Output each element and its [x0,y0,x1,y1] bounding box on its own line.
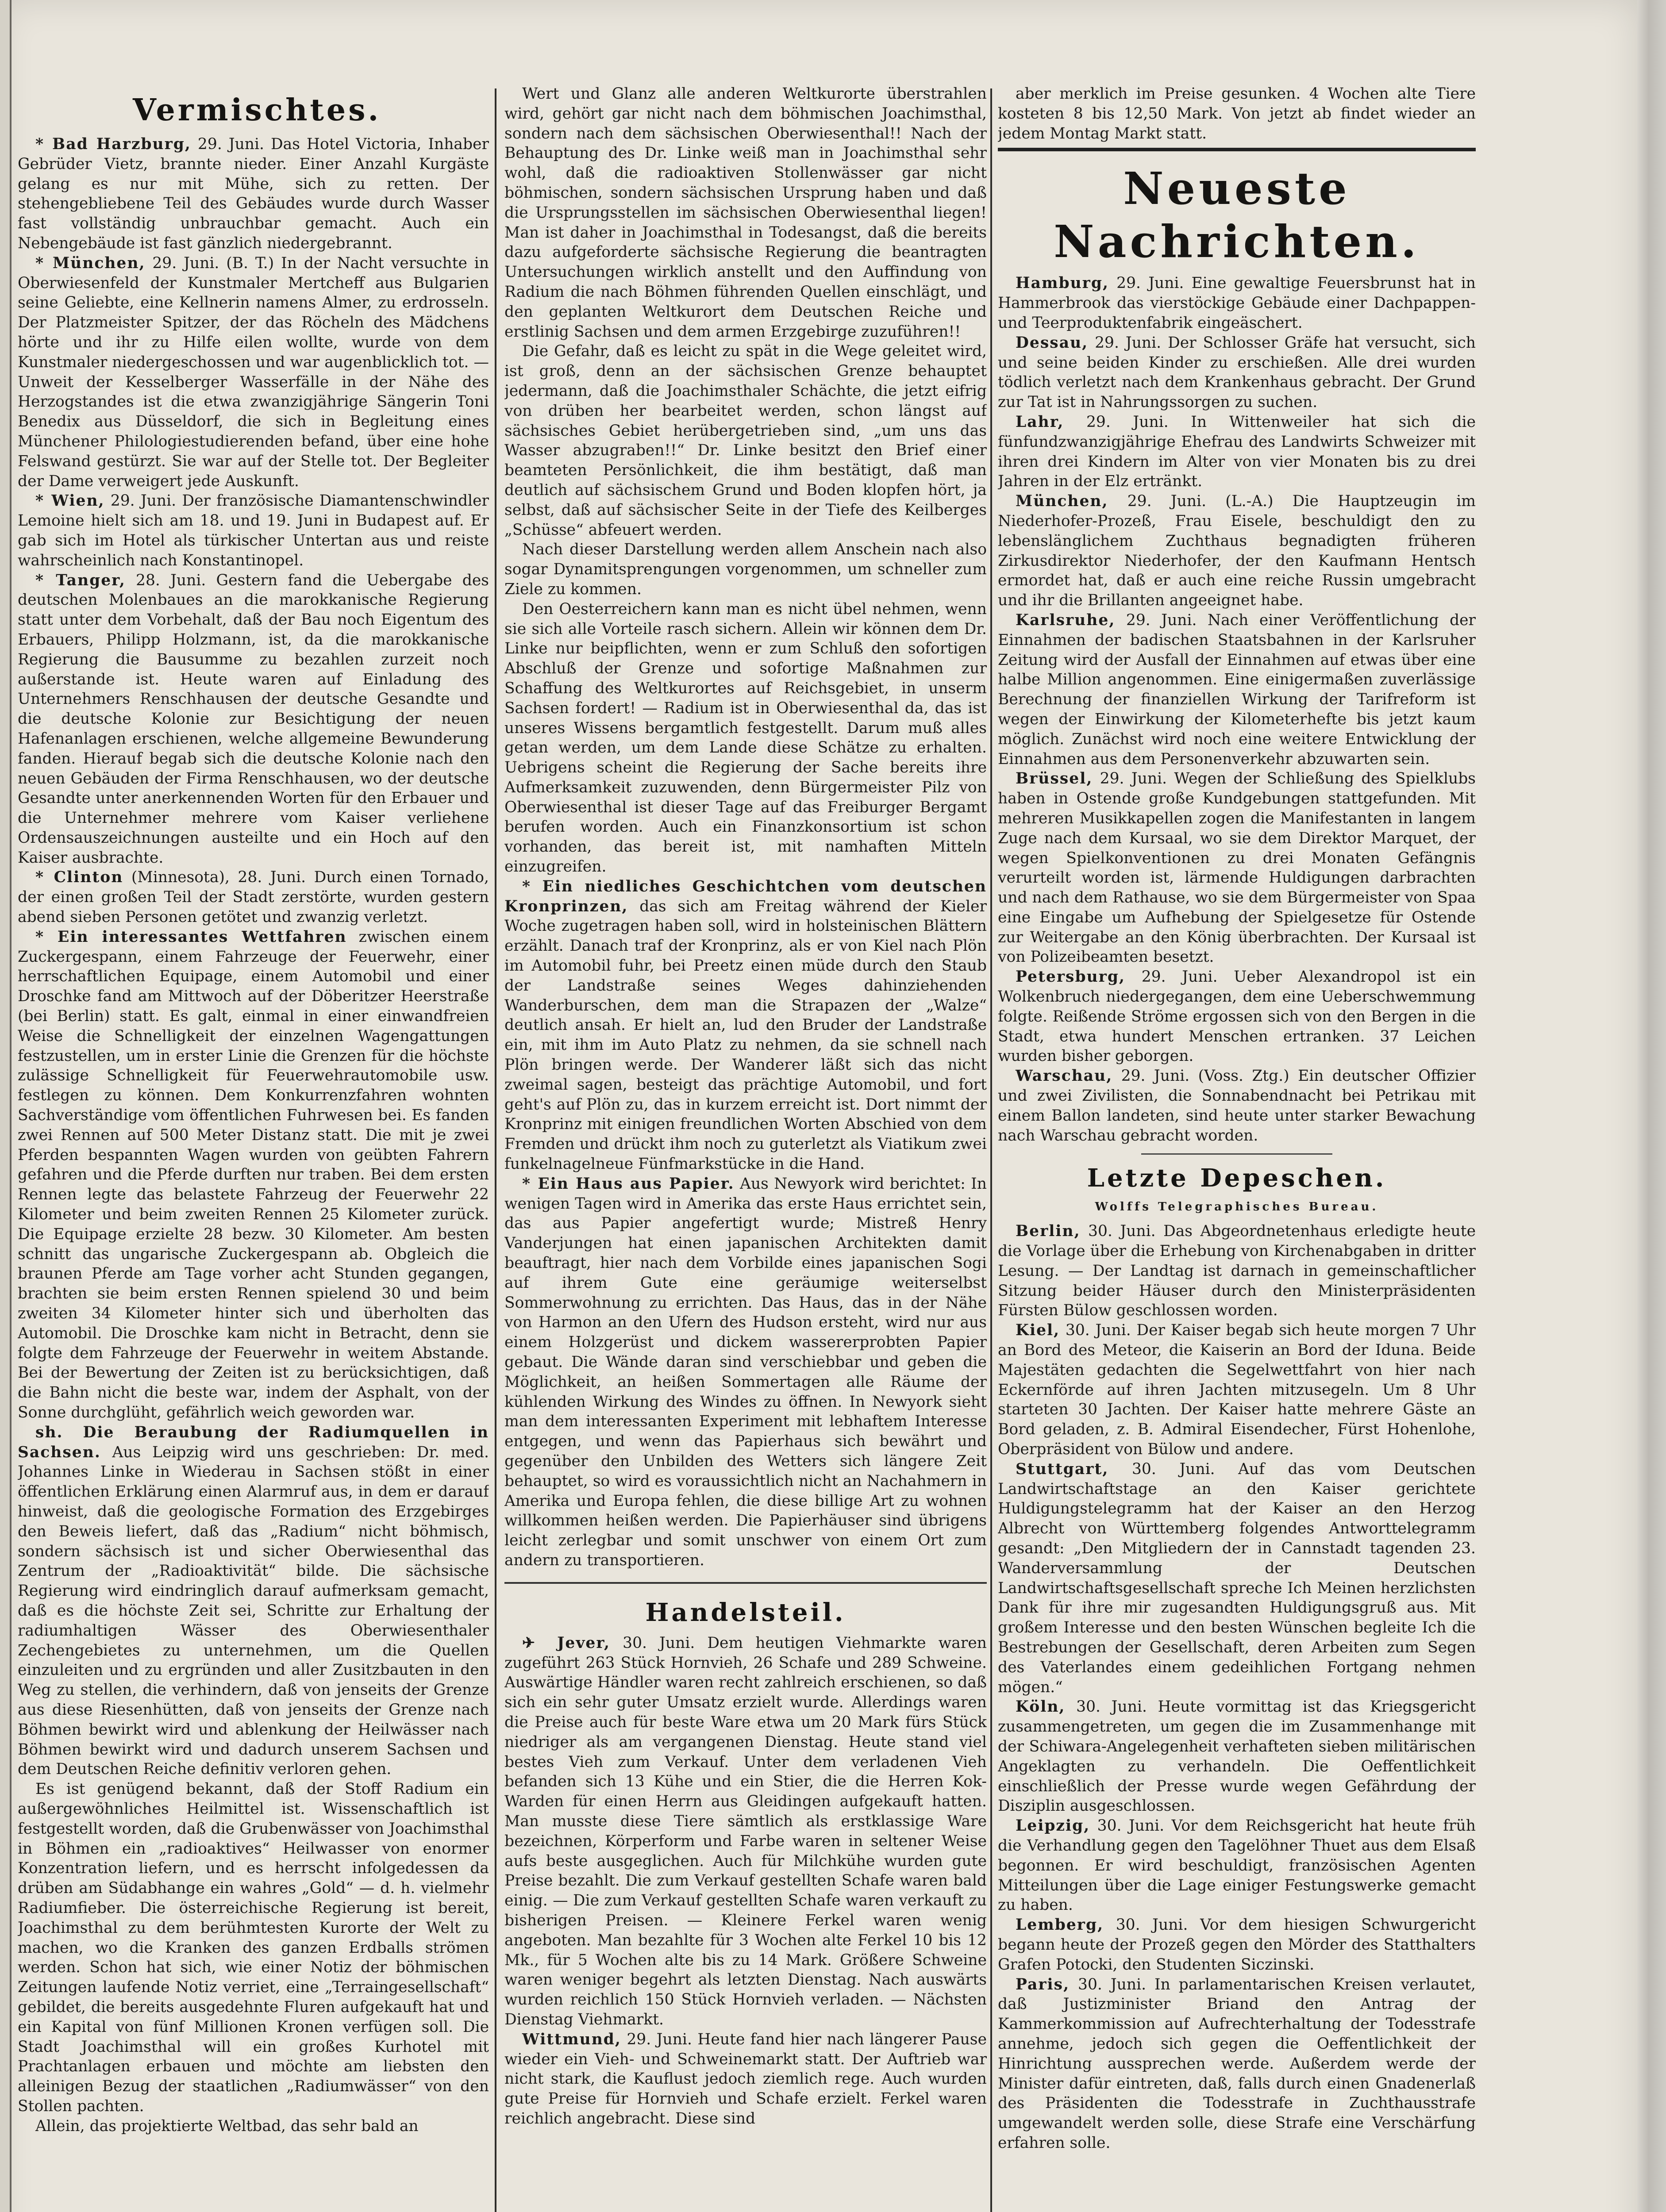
article-dateline: * München, [35,254,146,272]
article-paragraph [998,1221,1476,1321]
article-paragraph [998,84,1476,143]
article-paragraph [998,333,1476,412]
article-dateline: Paris, [1016,1975,1070,1993]
article-paragraph [504,84,987,342]
article-text: 30. Juni. Vor dem hiesigen Schwurgericht begann heute der Prozeß gegen den Mörder des Statthalters Grafen Potocki, den Studenten Siczinski. [998,1916,1476,1974]
article-paragraph [998,492,1476,611]
article-paragraph [998,967,1476,1066]
article-text: 29. Juni. Heute fand hier nach längerer Pause wieder ein Vieh- und Schweinemarkt statt. Der Auftrieb war nicht stark, die Kauflust jedoch ziemlich rege. Auch wurden gute Preise für Hornvieh und Schafe erzielt. Ferkel waren reichlich angebracht. Diese sind [504,2030,987,2128]
article-dateline: ✈ Jever, [522,1634,611,1652]
article-paragraph [504,599,987,877]
section-title-neueste-nachrichten: Neueste Nachrichten. [1054,162,1420,268]
section-divider-thin [1141,1153,1332,1155]
article-paragraph [18,1423,489,1779]
article-text: 29. Juni. Nach einer Veröffentlichung der Einnahmen der badischen Staatsbahnen in der Karlsruher Zeitung wird der Ausfall der Einnahmen auf etwas über eine halbe Million angenommen. Eine einigermaßen zuverlässige Berechnung der finanziellen Wirkung der Tarifreform ist wegen der Einwirkung der Kilometerhefte bis jetzt kaum möglich. Zunächst wird noch eine weitere Entwicklung der Einnahmen aus dem Personenverkehr abzuwarten sein. [998,611,1476,768]
article-text: 29. Juni. Der Schlosser Gräfe hat versucht, sich und seine beiden Kinder zu erschießen. Alle drei wurden tödlich verletzt nach dem Krankenhaus gebracht. Der Grund zur Tat ist in Nahrungssorgen zu suchen. [998,334,1476,411]
article-paragraph [998,769,1476,967]
article-paragraph [998,1975,1476,2153]
article-dateline: Leipzig, [1016,1817,1090,1835]
article-text: 29. Juni. (B. T.) In der Nacht versuchte in Oberwiesenfeld der Kunstmaler Mertcheff aus Bulgarien seine Geliebte, eine Kellnerin namens Almer, zu erdrosseln. Der Platzmeister Spitzer, der das Röcheln des Mädchens hörte und ihr zu Hilfe eilen wollte, wurde von dem Kunstmaler niedergeschossen und war augenblicklich tot. — Unweit der Kesselberger Wasserfälle in der Nähe des Herzogstandes ist die etwa zwanzigjährige Sängerin Toni Benedix aus Düsseldorf, die sich in Begleitung eines Münchener Philologiestudierenden befand, über eine hohe Felswand gestürzt. Sie war auf der Stelle tot. Der Begleiter der Dame verweigert jede Auskunft. [18,254,489,490]
article-paragraph [998,412,1476,492]
article-paragraph [18,491,489,570]
column-rule-1 [495,88,496,2212]
article-text: Wert und Glanz alle anderen Weltkurorte überstrahlen wird, gehört gar nicht nach dem böhmischen Joachimsthal, sondern nach dem sächsischen Oberwiesenthal!! Nach der Behauptung des Dr. Linke weiß man in Joachimsthal sehr wohl, daß die radioaktiven Stollenwässer gar nicht böhmischen, sondern sächsischen Ursprung haben und daß die Ursprungsstellen im sächsischen Oberwiesenthal liegen! Man ist daher in Joachimsthal in Todesangst, daß die bereits dazu aufgeforderte sächsische Regierung die beantragten Untersuchungen wirklich anstellt und den Auffindung von Radium die nach Böhmen führenden Quellen einschlägt, und den geplanten Weltkurort dem Deutschen Reiche und erstlinig Sachsen und dem armen Erzgebirge zuzuführen!! [504,85,987,341]
article-text: 29. Juni. Wegen der Schließung des Spielklubs haben in Ostende große Kundgebungen stattgefunden. Mit mehreren Musikkapellen zogen die Manifestanten in langem Zuge nach dem Kursaal, wo sie dem Direktor Marquet, der wegen Spielkonventionen zu drei Monaten Gefängnis verurteilt worden ist, lärmende Huldigungen darbrachten und nach dem Rathause, wo sie dem Bürgermeister von Spaa eine Eingabe um Aufhebung der Spielgesetze für Ostende zur Weitergabe an den König überbrachten. Der Kursaal ist von Polizeibeamten besetzt. [998,770,1476,966]
article-text: Allein, das projektierte Weltbad, das sehr bald an [35,2117,419,2135]
article-text: 29. Juni. In Wittenweiler hat sich die fünfundzwanzigjährige Ehefrau des Landwirts Schweizer mit ihren drei Kindern im Alter von vier Monaten bis zu drei Jahren in der Elz ertränkt. [998,413,1476,491]
article-paragraph [504,342,987,540]
article-dateline: Stuttgart, [1016,1460,1109,1478]
article-paragraph [998,273,1476,333]
adjacent-page-edge [0,0,12,2212]
article-paragraph [998,1321,1476,1459]
article-text: 30. Juni. Auf das vom Deutschen Landwirtschaftstage an den Kaiser gerichtete Huldigungstelegramm hat der Kaiser an den Herzog Albrecht von Württemberg folgendes Antworttelegramm gesandt: „Den Mitgliedern der in Cannstadt tagenden 23. Wanderversammlung der Deutschen Landwirtschaftsgesellschaft spreche Ich Meinen herzlichsten Dank für ihre mir zugesandten Huldigungsgruß aus. Mit großem Interesse und den besten Wünschen begleite Ich die Bestrebungen der Gesellschaft, deren Arbeiten zum Segen des Vaterlandes einem gedeihlichen Fortgang nehmen mögen.“ [998,1460,1476,1696]
col3-continuation [998,84,1476,143]
article-text: Nach dieser Darstellung werden allem Anschein nach also sogar Dynamitsprengungen vorgenommen, um schneller zum Ziele zu kommen. [504,541,987,598]
article-paragraph [18,868,489,927]
article-dateline: * Tanger, [35,571,126,589]
article-dateline: Lahr, [1016,413,1064,431]
news-articles [998,273,1476,1145]
column-3 [998,84,1476,2212]
article-paragraph [998,1816,1476,1915]
section-title-handelsteil: Handelsteil. [645,1598,846,1627]
article-paragraph [504,877,987,1174]
article-paragraph [504,1633,987,2030]
article-text: 30. Juni. Das Abgeordnetenhaus erledigte heute die Vorlage über die Erhebung von Kirchenabgaben in dritter Lesung. — Der Landtag ist darnach in gemeinschaftlicher Sitzung beider Häuser durch den Ministerpräsidenten Fürsten Bülow geschlossen worden. [998,1222,1476,1320]
article-dateline: * Ein Haus aus Papier. [522,1175,735,1193]
article-paragraph [18,2116,489,2136]
col1-articles [18,134,489,2136]
market-articles [504,1633,987,2129]
section-title-vermischtes: Vermischtes. [133,92,381,128]
article-dateline: * Clinton [35,868,123,887]
article-text: 30. Juni. Dem heutigen Viehmarkte waren zugeführt 263 Stück Hornvieh, 26 Schafe und 289 Schweine. Auswärtige Händler waren recht zahlreich erschienen, so daß sich ein sehr guter Umsatz erzielt wurde. Allerdings waren die Preise auch für beste Ware etwa um 20 Mark fürs Stück niedriger als am vergangenen Dienstag. Heute stand viel bestes Vieh zum Verkauf. Unter dem verladenen Vieh befanden sich 13 Kühe und ein Stier, die die Herren Kok-Warden für einen Herrn aus Gleidingen aufgekauft hatten. Man musste diese Tiere sämtlich als erstklassige Ware bezeichnen, Körperform und Farbe waren in seltener Weise aufs beste ausgeglichen. Auch für Milchkühe wurden gute Preise bezahlt. Die zum Verkauf gestellten Schafe waren bald einig. — Die zum Verkauf gestellten Schafe waren verkauft zu bisherigen Preisen. — Kleinere Ferkel waren wenig angeboten. Man bezahlte für 3 Wochen alte Ferkel 10 bis 12 Mk., für 5 Wochen alte bis zu 14 Mark. Größere Schweine waren weniger begehrt als letzten Dienstag. Nach auswärts wurden reichlich 150 Stück Hornvieh verladen. — Nächsten Dienstag Viehmarkt. [504,1634,987,2028]
article-text: 29. Juni. (L.-A.) Die Hauptzeugin im Niederhofer-Prozeß, Frau Eisele, beschuldigt den zu lebenslänglichem Zuchthaus begnadigten früheren Zirkusdirektor Niederhofer, der den Kaufmann Hentsch ermordet hat, daß er auch eine reiche Russin umgebracht und ihr die Brillanten angeeignet habe. [998,492,1476,610]
section-title-letzte-depeschen: Letzte Depeschen. [1087,1164,1387,1193]
article-text: Aus Newyork wird berichtet: In wenigen Tagen wird in Amerika das erste Haus errichtet sein, das aus Papier angefertigt wurde; Mistreß Henry Vanderjungen hat einen japanischen Architekten damit beauftragt, hier nach dem Vorbilde eines japanischen Sogi auf ihrem Gute eine geräumige weiterselbst Sommerwohnung zu errichten. Das Haus, das in der Nähe von Harmon an den Ufern des Hudson ersteht, wird nur aus einem Holzgerüst und dickem wassererprobten Papier gebaut. Die Wände daran sind verschiebbar und geben die Möglichkeit, an heißen Sommertagen alle Räume der kühlenden Wirkung des Windes zu öffnen. In Newyork sieht man dem interessanten Experiment mit lebhaftem Interesse entgegen, und wenn das Papierhaus sich bewährt und gegenüber den Unbilden des Wetters sich längere Zeit behauptet, so wird es voraussichtlich nicht an Nachahmern in Amerika und Europa fehlen, die diese billige Art zu wohnen willkommen heißen werden. Die Papierhäuser sind übrigens leicht zerlegbar und somit unschwer von einem Ort zum andern zu transportieren. [504,1175,987,1569]
dispatch-articles [998,1221,1476,2153]
article-dateline: * Wien, [35,492,105,510]
article-paragraph [504,540,987,599]
article-text: 29. Juni. (Voss. Ztg.) Ein deutscher Offizier und zwei Zivilisten, die Sonnabendnacht bei Petrikau mit einem Ballon landeten, sind heute unter starker Bewachung nach Warschau gebracht worden. [998,1067,1476,1144]
article-dateline: Brüssel, [1016,770,1093,788]
article-text: aber merklich im Preise gesunken. 4 Wochen alte Tiere kosteten 8 bis 12,50 Mark. Von jetzt ab findet wieder an jedem Montag Markt statt. [998,85,1476,142]
article-dateline: München, [1016,492,1108,511]
column-rule-2 [990,88,992,2212]
article-dateline: Warschau, [1016,1067,1113,1085]
column-2 [504,84,987,2212]
article-text: zwischen einem Zuckergespann, einem Fahrzeuge der Feuerwehr, einer herrschaftlichen Equipage, einem Automobil und einer Droschke fand am Mittwoch auf der Döberitzer Heerstraße (bei Berlin) statt. Es galt, einmal in einer einwandfreien Weise die Schnelligkeit der einzelnen Wagengattungen festzustellen, um in erster Linie die Grenzen für die höchste zulässige Schnelligkeit für Feuerwehrautomobile usw. festlegen zu können. Dem Konkurrenzfahren wohnten Sachverständige vom öffentlichen Fuhrwesen bei. Es fanden zwei Rennen auf 500 Meter Distanz statt. Die mit je zwei Pferden bespannten Wagen wurden von geübten Fahrern gefahren und die Pferde durften nur traben. Bei dem ersten Rennen legte das belastete Fahrzeug der Feuerwehr 22 Kilometer und beim zweiten Rennen 25 Kilometer zurück. Die Equipage erzielte 28 bezw. 30 Kilometer. Am besten schnitt das ungarische Zuckergespann ab. Obgleich die braunen Pferde am Tage vorher acht Stunden gegangen, brachten sie beim ersten Rennen spielend 30 und beim zweiten 34 Kilometer hinter sich und überholten das Automobil. Die Droschke kam nicht in Betracht, denn sie folgte dem Fahrzeuge der Feuerwehr in weitem Abstande. Bei der Bewertung der Zeiten ist zu berücksichtigen, daß die Bahn nicht die beste war, indem der Asphalt, von der Sonne durchglüht, gefährlich weich geworden war. [18,928,489,1421]
article-dateline: Hamburg, [1016,274,1109,292]
article-dateline: sh. Die Beraubung der Radiumquellen in Sachsen. [18,1423,489,1461]
article-text: das sich am Freitag während der Kieler Woche zugetragen haben soll, wird in holsteinischen Blättern erzählt. Danach traf der Kronprinz, als er von Kiel nach Plön im Automobil fuhr, bei Preetz einen müde durch den Staub der Landstraße seines Weges dahinziehenden Wanderburschen, dem man die Strapazen der „Walze“ deutlich ansah. Er hielt an, lud den Bruder der Landstraße ein, mit ihm im Auto Platz zu nehmen, da sie schnell nach Plön bringen werde. Der Wanderer läßt sich das nicht zweimal sagen, besteigt das prächtige Automobil, und fort geht's auf Plön zu, das in kurzem erreicht ist. Dort nimmt der Kronprinz mit einigen freundlichen Worten Abschied von dem Fremden und drückt ihm noch zu guterletzt als Viatikum zwei funkelnagelneue Fünfmarkstücke in die Hand. [504,897,987,1173]
page-right-edge [1637,0,1666,2212]
article-dateline: * Bad Harzburg, [35,135,191,153]
article-dateline: * Ein niedliches Geschichtchen vom deutschen Kronprinzen, [504,877,987,915]
section-divider-thick [998,148,1476,151]
article-paragraph [998,1915,1476,1974]
article-paragraph [18,253,489,492]
article-paragraph [998,1697,1476,1816]
article-paragraph [18,1779,489,2116]
article-paragraph [998,1066,1476,1145]
article-paragraph [998,611,1476,769]
section-divider [504,1582,987,1584]
col2-articles [504,84,987,1571]
article-dateline: Dessau, [1016,334,1089,352]
article-paragraph [504,1174,987,1571]
article-dateline: Karlsruhe, [1016,611,1116,629]
article-dateline: * Ein interessantes Wettfahren [35,928,347,946]
article-text: 30. Juni. Der Kaiser begab sich heute morgen 7 Uhr an Bord des Meteor, die Kaiserin an Bord der Iduna. Beide Majestäten gedachten die Segelwettfahrt von hier nach Eckernförde auf ihren Jachten mitzusegeln. Um 8 Uhr starteten 30 Jachten. Der Kaiser hatte mehrere Gäste an Bord geladen, z. B. Admiral Eisendecher, Fürst Hohenlohe, Oberpräsident von Bülow und andere. [998,1321,1476,1459]
article-text: 29. Juni. Eine gewaltige Feuersbrunst hat in Hammerbrook das vierstöckige Gebäude einer Dachpappen- und Teerproduktenfabrik eingeäschert. [998,274,1476,332]
article-text: Es ist genügend bekannt, daß der Stoff Radium ein außergewöhnliches Heilmittel ist. Wissenschaftlich ist festgestellt worden, daß die Grubenwässer von Joachimsthal in Böhmen ein „radioaktives“ Heilwasser von enormer Konzentration liefern, und es herrscht infolgedessen da drüben am Südabhange ein wahres „Gold“ — d. h. vielmehr Radiumfieber. Die österreichische Regierung ist bereit, Joachimsthal zu dem berühmtesten Kurorte der Welt zu machen, wo die Kranken des ganzen Erdballs strömen werden. Schon hat sich, wie einer Notiz der böhmischen Zeitungen laufende Notiz verriet, eine „Terraingesellschaft“ gebildet, die bereits ausgedehnte Fluren aufgekauft hat und ein Kapital von fünf Millionen Kronen verfügen soll. Die Stadt Joachimsthal will ein großes Kurhotel mit Prachtanlagen erbauen und möchte am liebsten den alleinigen Bezug der staatlichen „Radiumwässer“ von den Stollen pachten. [18,1780,489,2115]
article-dateline: Wittmund, [522,2030,621,2048]
article-paragraph [998,1459,1476,1697]
article-paragraph [18,134,489,253]
article-text: Aus Leipzig wird uns geschrieben: Dr. med. Johannes Linke in Wiederau in Sachsen stößt in einer öffentlichen Erklärung einen Alarmruf aus, in dem er darauf hinweist, daß die geologische Formation des Erzgebirges den Beweis liefert, daß das „Radium“ nicht böhmisch, sondern sächsisch ist und sicher Oberwiesenthal das Zentrum der „Radioaktivität“ bilde. Die sächsische Regierung wird eindringlich darauf aufmerksam gemacht, daß es die höchste Zeit sei, Schritte zur Erhaltung der radiumhaltigen Wässer des Oberwiesenthaler Zechengebietes zu unternehmen, um die Quellen einzuleiten und zu ergründen und aller Zusitzbauten in den Weg zu stellen, die verhindern, daß von jenseits der Grenze aus diese Riesenhütten, daß von jenseits der Grenze nach Böhmen bewirkt wird und ablenkung der Heilwässer nach Böhmen bewirkt wird und dadurch unserem Sachsen und dem Deutschen Reiche definitiv verloren gehen. [18,1443,489,1778]
article-dateline: Petersburg, [1016,968,1125,986]
agency-credit: Wolffs Telegraphisches Bureau. [1095,1200,1379,1214]
article-text: 28. Juni. Gestern fand die Uebergabe des deutschen Molenbaues an die marokkanische Regierung statt unter dem Vorbehalt, daß der Bau noch Eigentum des Erbauers, Philipp Holzmann, ist, da die marokkanische Regierung die Bausumme zu bezahlen zurzeit noch außerstande ist. Heute waren auf Einladung des Unternehmers Renschhausen der deutsche Gesandte und die deutsche Kolonie zur Besichtigung der neuen Hafenanlagen erschienen, welche allgemeine Bewunderung fanden. Hierauf begab sich die deutsche Kolonie nach den neuen Gebäuden der Firma Renschhausen, wo der deutsche Gesandte unter anerkennenden Worten für den Erbauer und die Unternehmer mehrere vom Kaiser verliehene Ordensauszeichnungen austeilte und ein Hoch auf den Kaiser ausbrachte. [18,571,489,867]
article-paragraph [18,927,489,1423]
article-dateline: Lemberg, [1016,1916,1104,1934]
article-text: 30. Juni. Heute vormittag ist das Kriegsgericht zusammengetreten, um gegen die im Zusammenhange mit der Schiwara-Angelegenheit verhafteten sieben militärischen Angeklagten zu verhandeln. Die Oeffentlichkeit einschließlich der Presse wurde wegen Gefährdung der Disziplin ausgeschlossen. [998,1698,1476,1815]
article-text: 30. Juni. In parlamentarischen Kreisen verlautet, daß Justizminister Briand den Antrag der Kammerkommission auf Aufrechterhaltung der Todesstrafe annehme, jedoch sich gegen die Oeffentlichkeit der Hinrichtung aussprechen werde. Außerdem werde der Minister dafür eintreten, daß, falls durch einen Gnadenerlaß des Präsidenten die Todesstrafe in Zuchthausstrafe umgewandelt werden solle, diese Strafe eine Verschärfung erfahren solle. [998,1975,1476,2152]
article-dateline: Berlin, [1016,1222,1081,1240]
article-text: 29. Juni. Ueber Alexandropol ist ein Wolkenbruch niedergegangen, dem eine Ueberschwemmung folgte. Reißende Ströme ergossen sich von den Bergen in die Stadt, etwa hundert Menschen ertranken. 37 Leichen wurden bisher geborgen. [998,968,1476,1065]
article-text: (Minnesota), 28. Juni. Durch einen Tornado, der einen großen Teil der Stadt zerstörte, wurden gestern abend sieben Personen getötet und zwanzig verletzt. [18,868,489,926]
column-1 [18,88,489,2212]
article-paragraph [18,571,489,868]
article-dateline: Köln, [1016,1698,1066,1716]
article-text: Die Gefahr, daß es leicht zu spät in die Wege geleitet wird, ist groß, denn an der sächsischen Grenze behauptet jedermann, daß die Joachimsthaler Schächte, die jetzt eifrig von drüben her bearbeitet werden, schon längst auf sächsisches Gebiet herübergetrieben sind, „um uns das Wasser abzugraben!!“ Dr. Linke besitzt den Brief einer beamteten Persönlichkeit, die ihm bestätigt, daß man deutlich auf sächsischem Grund und Boden klopfen hört, ja selbst, daß auf sächsischer Seite in der Tiefe des Keilberges „Schüsse“ abfeuert werden. [504,342,987,539]
article-text: 29. Juni. Der französische Diamantenschwindler Lemoine hielt sich am 18. und 19. Juni in Budapest auf. Er gab sich im Hotel als türkischer Untertan aus und reiste wahrscheinlich nach Konstantinopel. [18,492,489,569]
article-paragraph [504,2030,987,2129]
article-dateline: Kiel, [1016,1321,1060,1340]
article-text: Den Oesterreichern kann man es nicht übel nehmen, wenn sie sich alle Vorteile rasch sichern. Allein wir können dem Dr. Linke nur beipflichten, wenn er zum Schluß den sofortigen Abschluß der Grenze und sofortige Maßnahmen zur Schaffung des Weltkurortes auf Reichsgebiet, in unserm Sachsen fordert! — Radium ist in Oberwiesenthal da, das ist unseres Wissens bergamtlich festgestellt. Darum muß alles getan werden, um dem Lande diese Schätze zu erhalten. Uebrigens scheint die Regierung der Sache bereits ihre Aufmerksamkeit zuzuwenden, denn Bürgermeister Pilz von Oberwiesenthal ist dieser Tage auf das Freiburger Bergamt berufen worden. Auch ein Finanzkonsortium ist schon vorhanden, das bereit ist, mit namhaften Mitteln einzugreifen. [504,600,987,876]
article-text: 29. Juni. Das Hotel Victoria, Inhaber Gebrüder Vietz, brannte nieder. Einer Anzahl Kurgäste gelang es nur mit Mühe, sich zu retten. Der stehengebliebene Teil des Gebäudes wurde durch Wasser fast vollständig unbrauchbar gemacht. Auch ein Nebengebäude ist fast gänzlich niedergebrannt. [18,135,489,252]
article-text: 30. Juni. Vor dem Reichsgericht hat heute früh die Verhandlung gegen den Tagelöhner Thuet aus dem Elsaß begonnen. Er wird beschuldigt, französischen Agenten Mitteilungen über die Lage einiger Festungswerke gemacht zu haben. [998,1817,1476,1914]
